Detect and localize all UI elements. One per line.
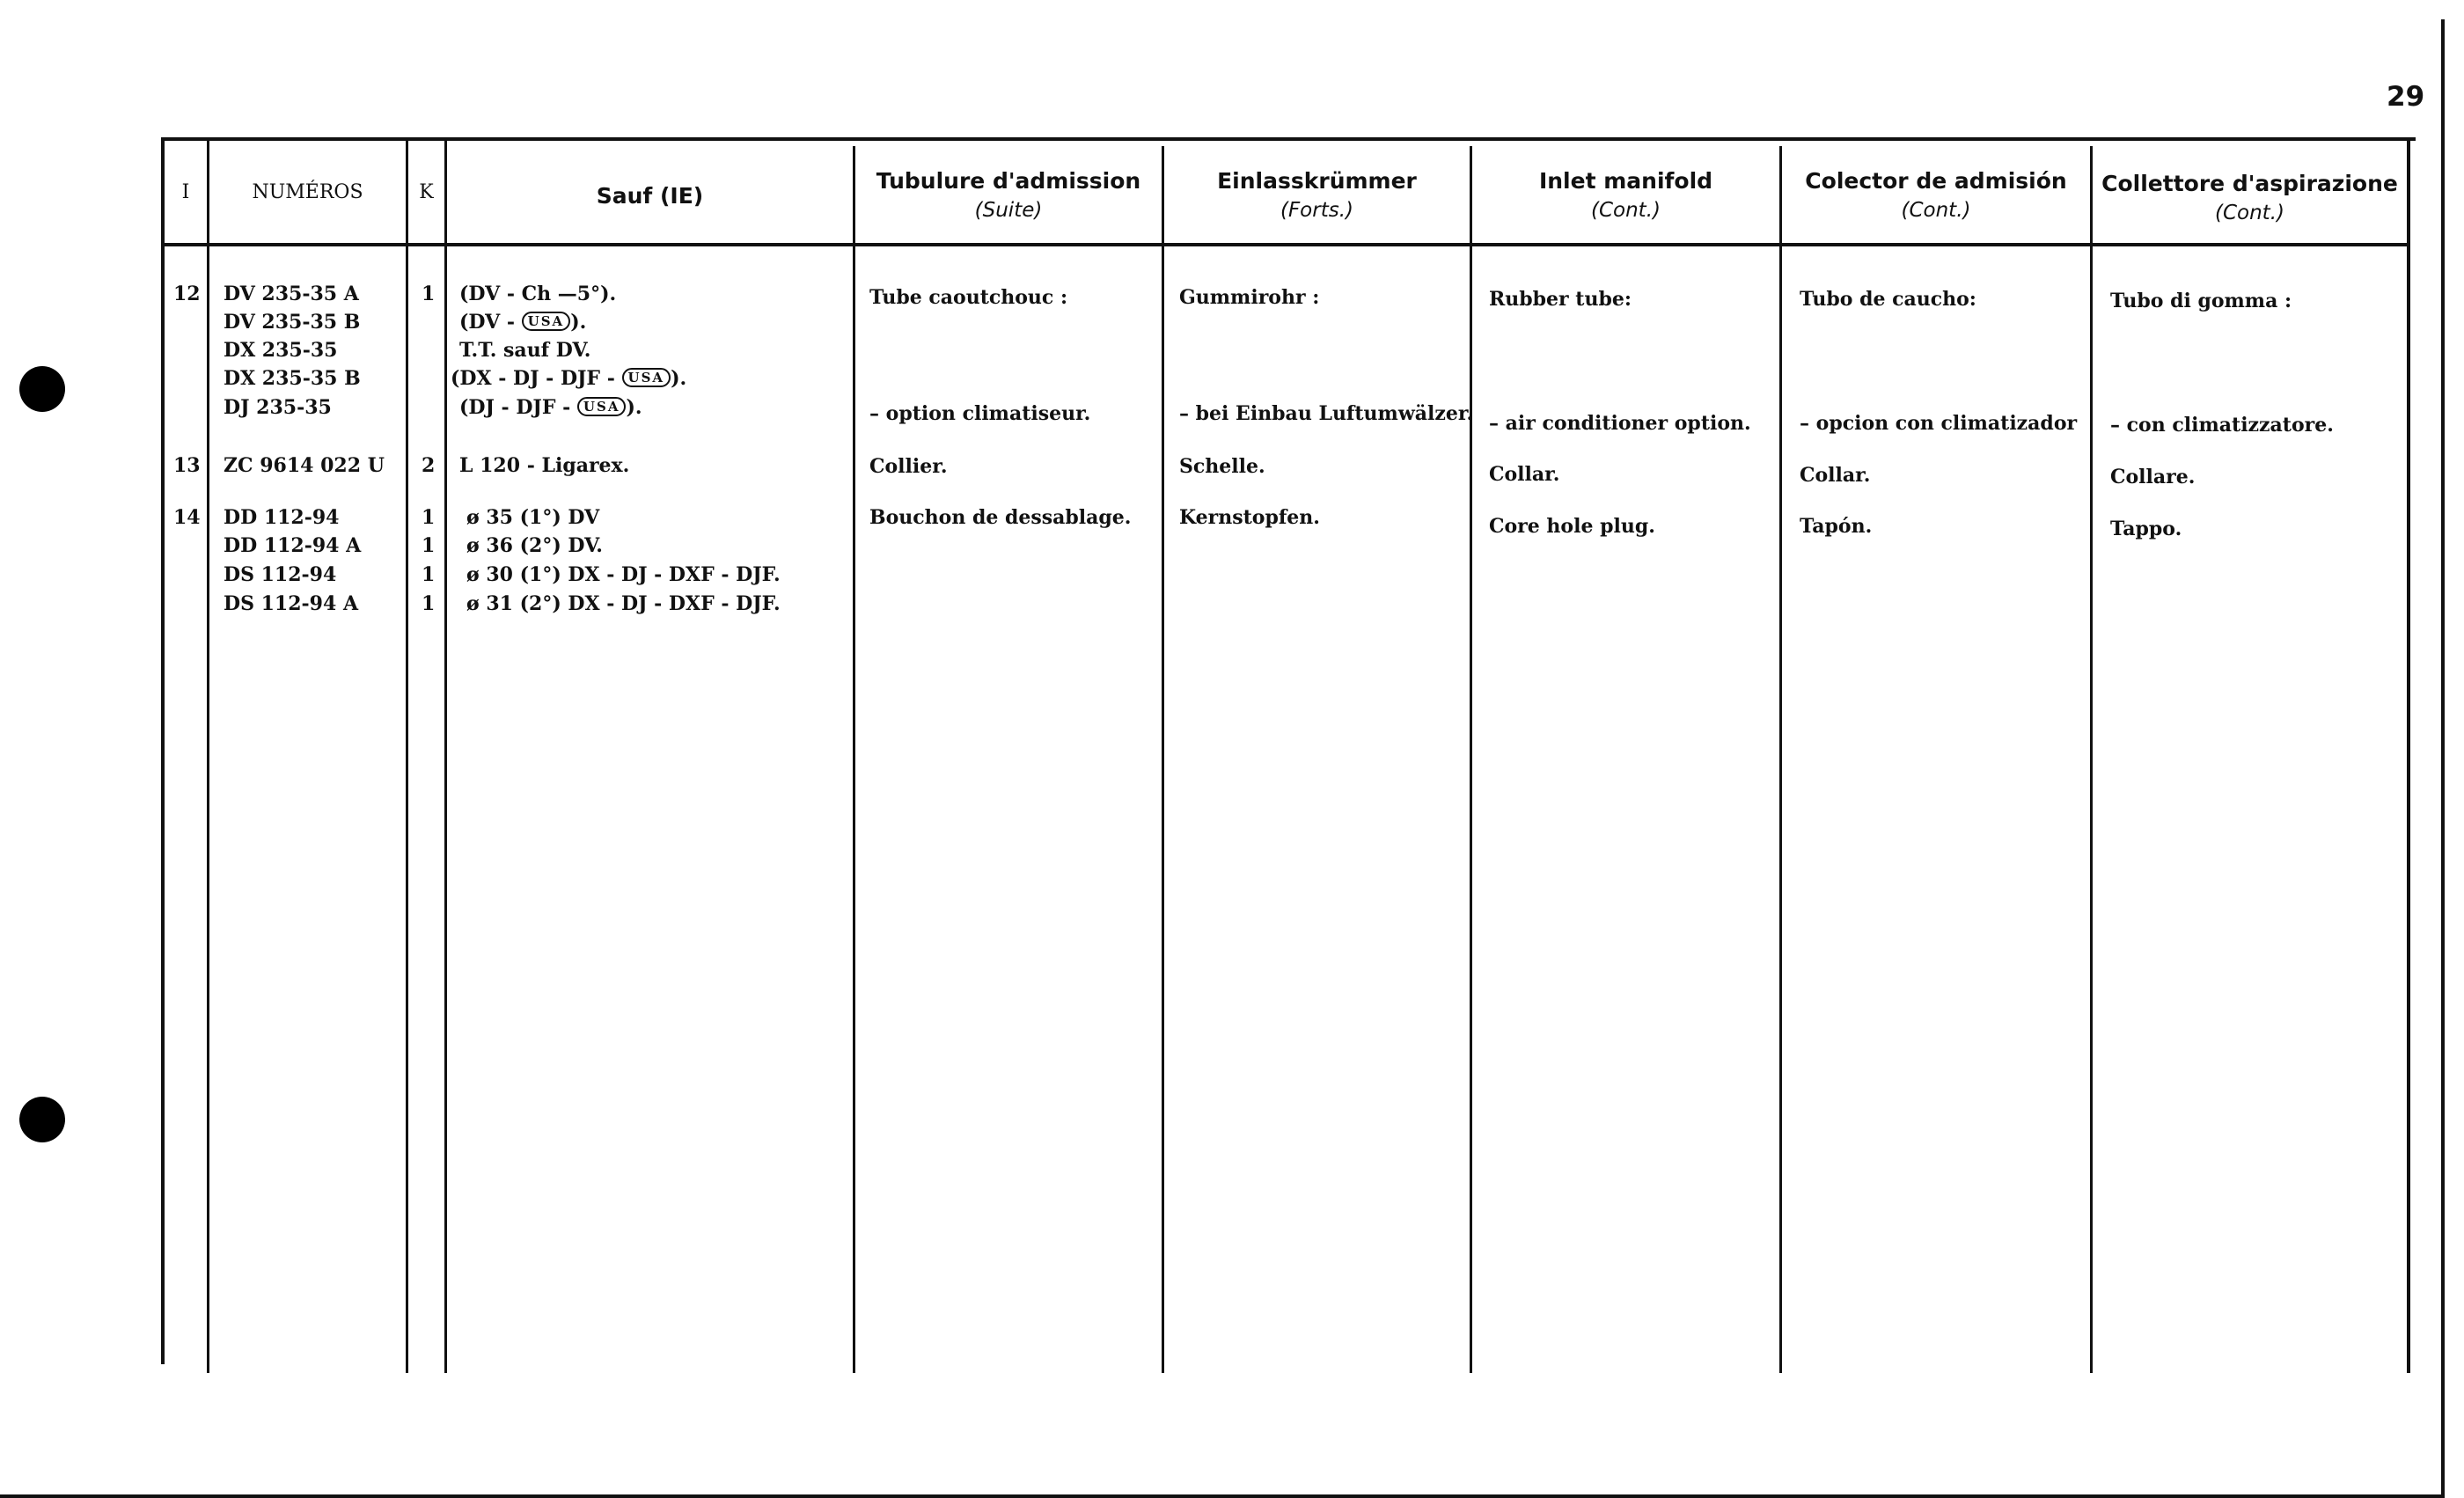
desc-es: Tubo de caucho: [1800, 288, 1976, 311]
col-divider-k [444, 141, 447, 1373]
desc-it: Collare. [2110, 466, 2196, 488]
part-number: DV 235-35 A [224, 283, 359, 305]
desc-de: Gummirohr : [1179, 286, 1320, 309]
part-number: DD 112-94 A [224, 534, 362, 557]
desc-es: Collar. [1800, 464, 1871, 487]
desc-en: Rubber tube: [1489, 288, 1632, 311]
desc-en: – air conditioner option. [1489, 412, 1751, 435]
sauf-line: ø 35 (1°) DV [466, 506, 600, 529]
header-es: Colector de admisión (Cont.) [1805, 167, 2067, 222]
sauf-line: (DV - Ch —5°). [459, 283, 617, 305]
header-en: Inlet manifold (Cont.) [1538, 167, 1713, 222]
desc-fr: Collier. [869, 455, 948, 478]
desc-fr: Bouchon de dessablage. [869, 506, 1132, 529]
desc-de: Schelle. [1179, 455, 1265, 478]
header-sauf: Sauf (IE) [596, 182, 704, 209]
header-de: Einlasskrümmer (Forts.) [1217, 167, 1417, 222]
row-index: 13 [173, 454, 201, 477]
col-divider-index [207, 141, 209, 1373]
quantity: 1 [422, 506, 436, 529]
part-number: DD 112-94 [224, 506, 340, 529]
table-left-border [161, 137, 165, 1364]
desc-it: Tubo di gomma : [2110, 290, 2292, 312]
part-number: DS 112-94 [224, 563, 337, 586]
usa-badge-icon: USA [522, 312, 571, 331]
sauf-line: L 120 - Ligarex. [459, 454, 630, 477]
desc-fr: – option climatiseur. [869, 402, 1091, 425]
desc-en: Core hole plug. [1489, 515, 1655, 538]
part-number: ZC 9614 022 U [224, 454, 385, 477]
usa-badge-icon: USA [622, 368, 671, 387]
header-it: Collettore d'aspirazione (Cont.) [2101, 170, 2398, 224]
header-k: K [419, 180, 434, 203]
binder-hole-top [19, 366, 65, 412]
header-index: I [181, 180, 190, 203]
desc-de: Kernstopfen. [1179, 506, 1320, 529]
header-fr: Tubulure d'admission (Suite) [876, 167, 1141, 222]
col-divider-fr [1162, 146, 1164, 1373]
col-divider-numbers [406, 141, 408, 1373]
page-bottom-border [0, 1494, 2445, 1498]
col-divider-es [2090, 146, 2093, 1373]
page-number: 29 [2387, 81, 2425, 113]
part-number: DX 235-35 [224, 339, 338, 362]
part-number: DJ 235-35 [224, 396, 332, 419]
header-numeros: NUMÉROS [252, 180, 363, 203]
part-number: DS 112-94 A [224, 592, 359, 615]
row-index: 12 [173, 283, 201, 305]
table-right-border [2407, 137, 2410, 1373]
binder-hole-bottom [19, 1097, 65, 1142]
sauf-line: (DJ - DJF - USA ). [459, 396, 642, 419]
page-right-border [2441, 19, 2445, 1496]
col-divider-sauf [853, 146, 855, 1373]
desc-es: – opcion con climatizador [1800, 412, 2078, 435]
sauf-line: ø 31 (2°) DX - DJ - DXF - DJF. [466, 592, 781, 615]
desc-fr: Tube caoutchouc : [869, 286, 1068, 309]
sauf-line: (DX - DJ - DJF - USA ). [451, 367, 687, 390]
quantity: 1 [422, 534, 436, 557]
col-divider-de [1470, 146, 1472, 1373]
desc-it: – con climatizzatore. [2110, 414, 2334, 437]
quantity: 1 [422, 592, 436, 615]
row-index: 14 [173, 506, 201, 529]
part-number: DX 235-35 B [224, 367, 361, 390]
desc-de: – bei Einbau Luftumwälzer. [1179, 402, 1474, 425]
sauf-line: ø 36 (2°) DV. [466, 534, 603, 557]
sauf-line: T.T. sauf DV. [459, 339, 591, 362]
desc-it: Tappo. [2110, 518, 2182, 540]
sauf-line: ø 30 (1°) DX - DJ - DXF - DJF. [466, 563, 781, 586]
quantity: 2 [422, 454, 436, 477]
usa-badge-icon: USA [577, 397, 627, 416]
desc-en: Collar. [1489, 463, 1560, 486]
sauf-line: (DV - USA ). [459, 311, 587, 334]
quantity: 1 [422, 283, 436, 305]
quantity: 1 [422, 563, 436, 586]
col-divider-en [1779, 146, 1782, 1373]
part-number: DV 235-35 B [224, 311, 361, 334]
desc-es: Tapón. [1800, 515, 1873, 538]
